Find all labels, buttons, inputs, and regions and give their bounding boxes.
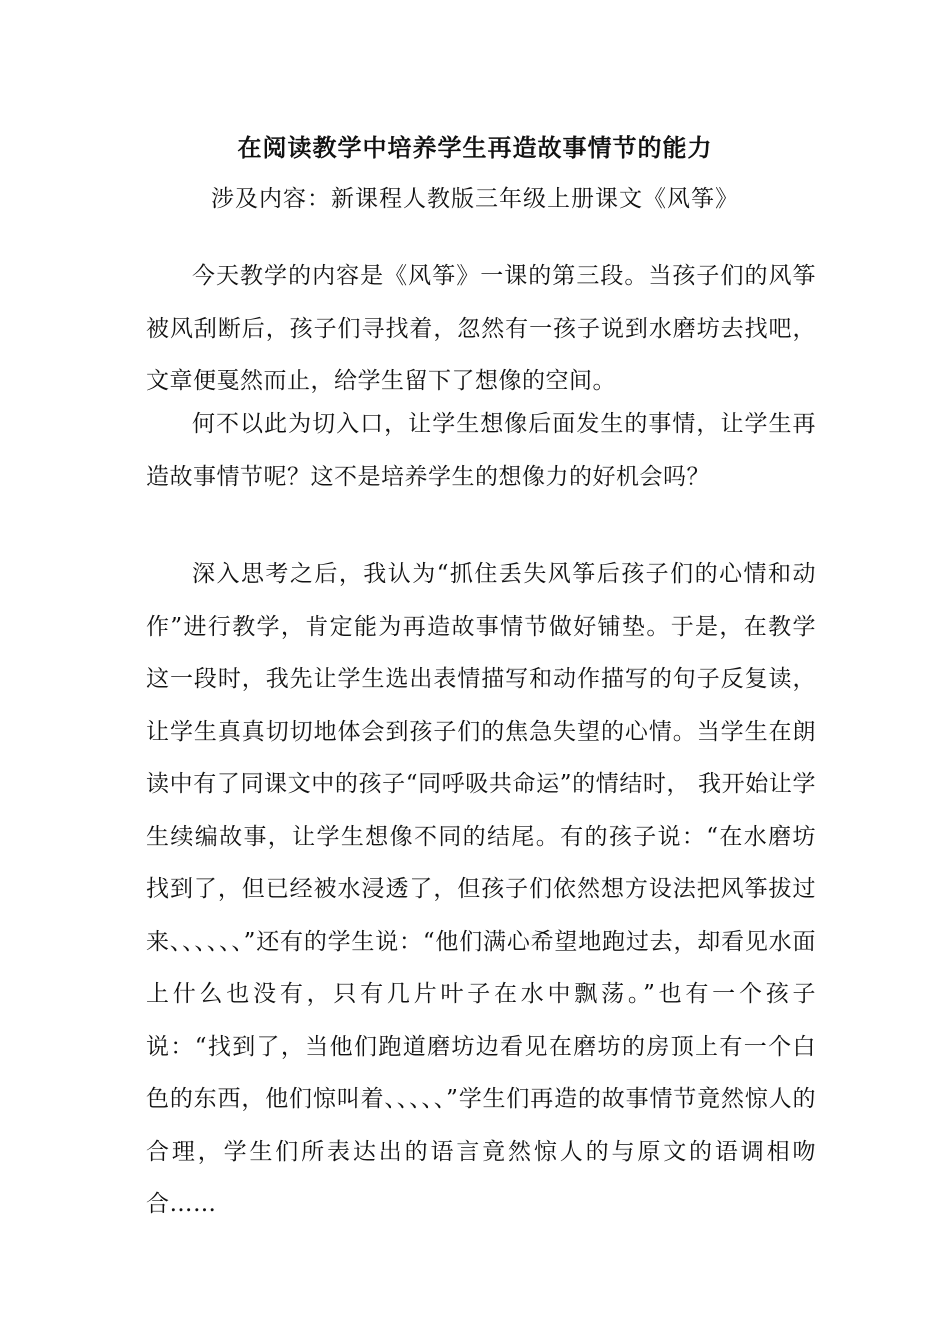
paragraph-text: 深入思考之后，我认为“抓住丢失风筝后孩子们的心情和动作”进行教学，肯定能为再造故事情节做好铺垫。于是，在教学这一段时，我先让学生选出表情描写和动作描写的句子反复读，让学生真真切切地体会到孩子们的焦急失望的心情。当学生在朗读中有了同课文中的孩子“同呼吸共命运”的情结时， 我开始让学生续编故事，让学生想像不同的结尾。有的孩子说：“在水磨坊找到了，但已经被水浸透了，但孩子们依然想方设法把风筝拔过来、、、、、、”还有的学生说：“他们满心希望地跑过去，却看见水面上什么也没有，只有几片叶子在水中飘荡。”也有一个孩子说：“找到了，当他们跑道磨坊边看见在磨坊的房顶上有一个白色的东西，他们惊叫着、、、、、”学生们再造的故事情节竟然惊人的合理，学生们所表达出的语言竟然惊人的与原文的语调相吻合…… <box>146 561 816 1217</box>
body-paragraph-2 <box>146 398 816 503</box>
document-subtitle: 涉及内容：新课程人教版三年级上册课文《风筝》 <box>211 186 739 212</box>
paragraph-text: 何不以此为切入口，让学生想像后面发生的事情，让学生再造故事情节呢？这不是培养学生的想像力的好机会吗？ <box>146 411 816 490</box>
document-title: 在阅读教学中培养学生再造故事情节的能力 <box>237 133 713 162</box>
body-paragraph-1 <box>146 250 816 408</box>
paragraph-text: 今天教学的内容是《风筝》一课的第三段。当孩子们的风筝被风刮断后，孩子们寻找着，忽然有一孩子说到水磨坊去找吧，文章便戛然而止，给学生留下了想像的空间。 <box>146 263 816 394</box>
body-paragraph-3 <box>146 548 816 1231</box>
